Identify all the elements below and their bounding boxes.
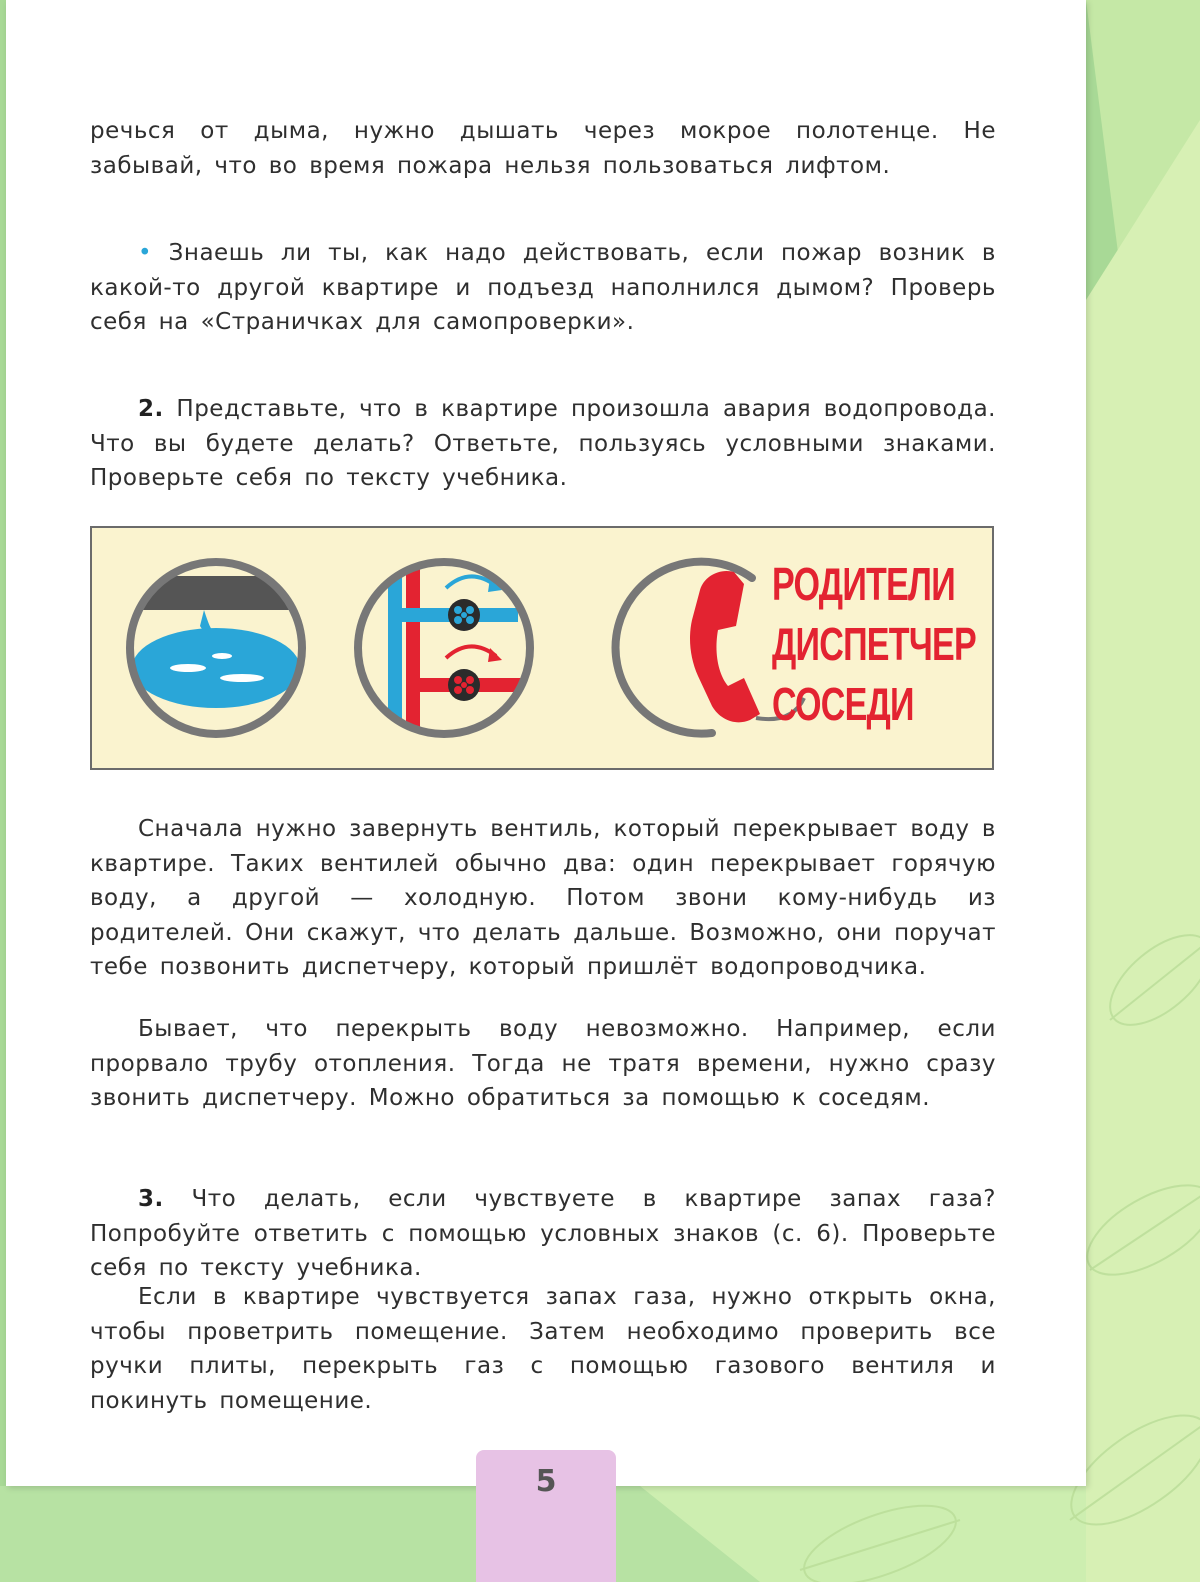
answer-paragraph-valve-text: Сначала нужно завернуть вентиль, который перекрывает воду в квартире. Таких вентилей обычно два: один перекрывает горячую воду, а другой — холодную. Потом звони кому-нибудь из родителей. Они скажут, что делать дальше. Возможно, они поручат тебе позвонить диспетчеру, который пришлёт водопроводчика. bbox=[90, 816, 996, 981]
task-2-text: Представьте, что в квартире произошла авария водопровода. Что вы будете делать? Ответьте, пользуясь условными знаками. Проверьте себя по тексту учебника. bbox=[90, 396, 996, 492]
page-number: 5 bbox=[535, 1464, 557, 1499]
answer-paragraph-valve bbox=[90, 812, 996, 985]
valves-icon bbox=[358, 558, 536, 748]
paragraph-fire-smoke-text: речься от дыма, нужно дышать через мокрое полотенце. Не забывай, что во время пожара нельзя пользоваться лифтом. bbox=[90, 118, 996, 179]
paragraph-question bbox=[90, 236, 996, 340]
paragraph-fire-smoke bbox=[90, 114, 996, 183]
task-2-number: 2. bbox=[138, 396, 164, 422]
task-2 bbox=[90, 392, 996, 496]
task-3-text: Что делать, если чувствуете в квартире запах газа? Попробуйте ответить с помощью условных знаков (с. 6). Проверьте себя по тексту учебника. bbox=[90, 1186, 996, 1282]
answer-paragraph-heating bbox=[90, 1012, 996, 1116]
water-leak-icon bbox=[122, 562, 312, 734]
contact-dispatcher: ДИСПЕТЧЕР bbox=[772, 618, 976, 670]
question-text: Знаешь ли ты, как надо действовать, если пожар возник в какой-то другой квартире и подъезд наполнился дымом? Проверь себя на «Страничках для самопроверки». bbox=[90, 240, 996, 336]
answer-paragraph-heating-text: Бывает, что перекрыть воду невозможно. Например, если прорвало трубу отопления. Тогда не тратя времени, нужно сразу звонить диспетчеру. Можно обратиться за помощью к соседям. bbox=[90, 1016, 996, 1112]
page-number-tab bbox=[476, 1450, 616, 1582]
contacts-list bbox=[772, 554, 976, 734]
bullet-marker: • bbox=[138, 240, 153, 266]
conventional-signs-panel bbox=[90, 526, 994, 770]
answer-paragraph-gas-text: Если в квартире чувствуется запах газа, нужно открыть окна, чтобы проветрить помещение. Затем необходимо проверить все ручки плиты, перекрыть газ с помощью газового вентиля и покинуть помещение. bbox=[90, 1284, 996, 1414]
contact-parents: РОДИТЕЛИ bbox=[772, 558, 955, 610]
task-3-number: 3. bbox=[138, 1186, 164, 1212]
answer-paragraph-gas bbox=[90, 1280, 996, 1418]
textbook-page bbox=[6, 0, 1086, 1486]
contact-neighbors: СОСЕДИ bbox=[772, 678, 914, 730]
task-3 bbox=[90, 1182, 996, 1286]
